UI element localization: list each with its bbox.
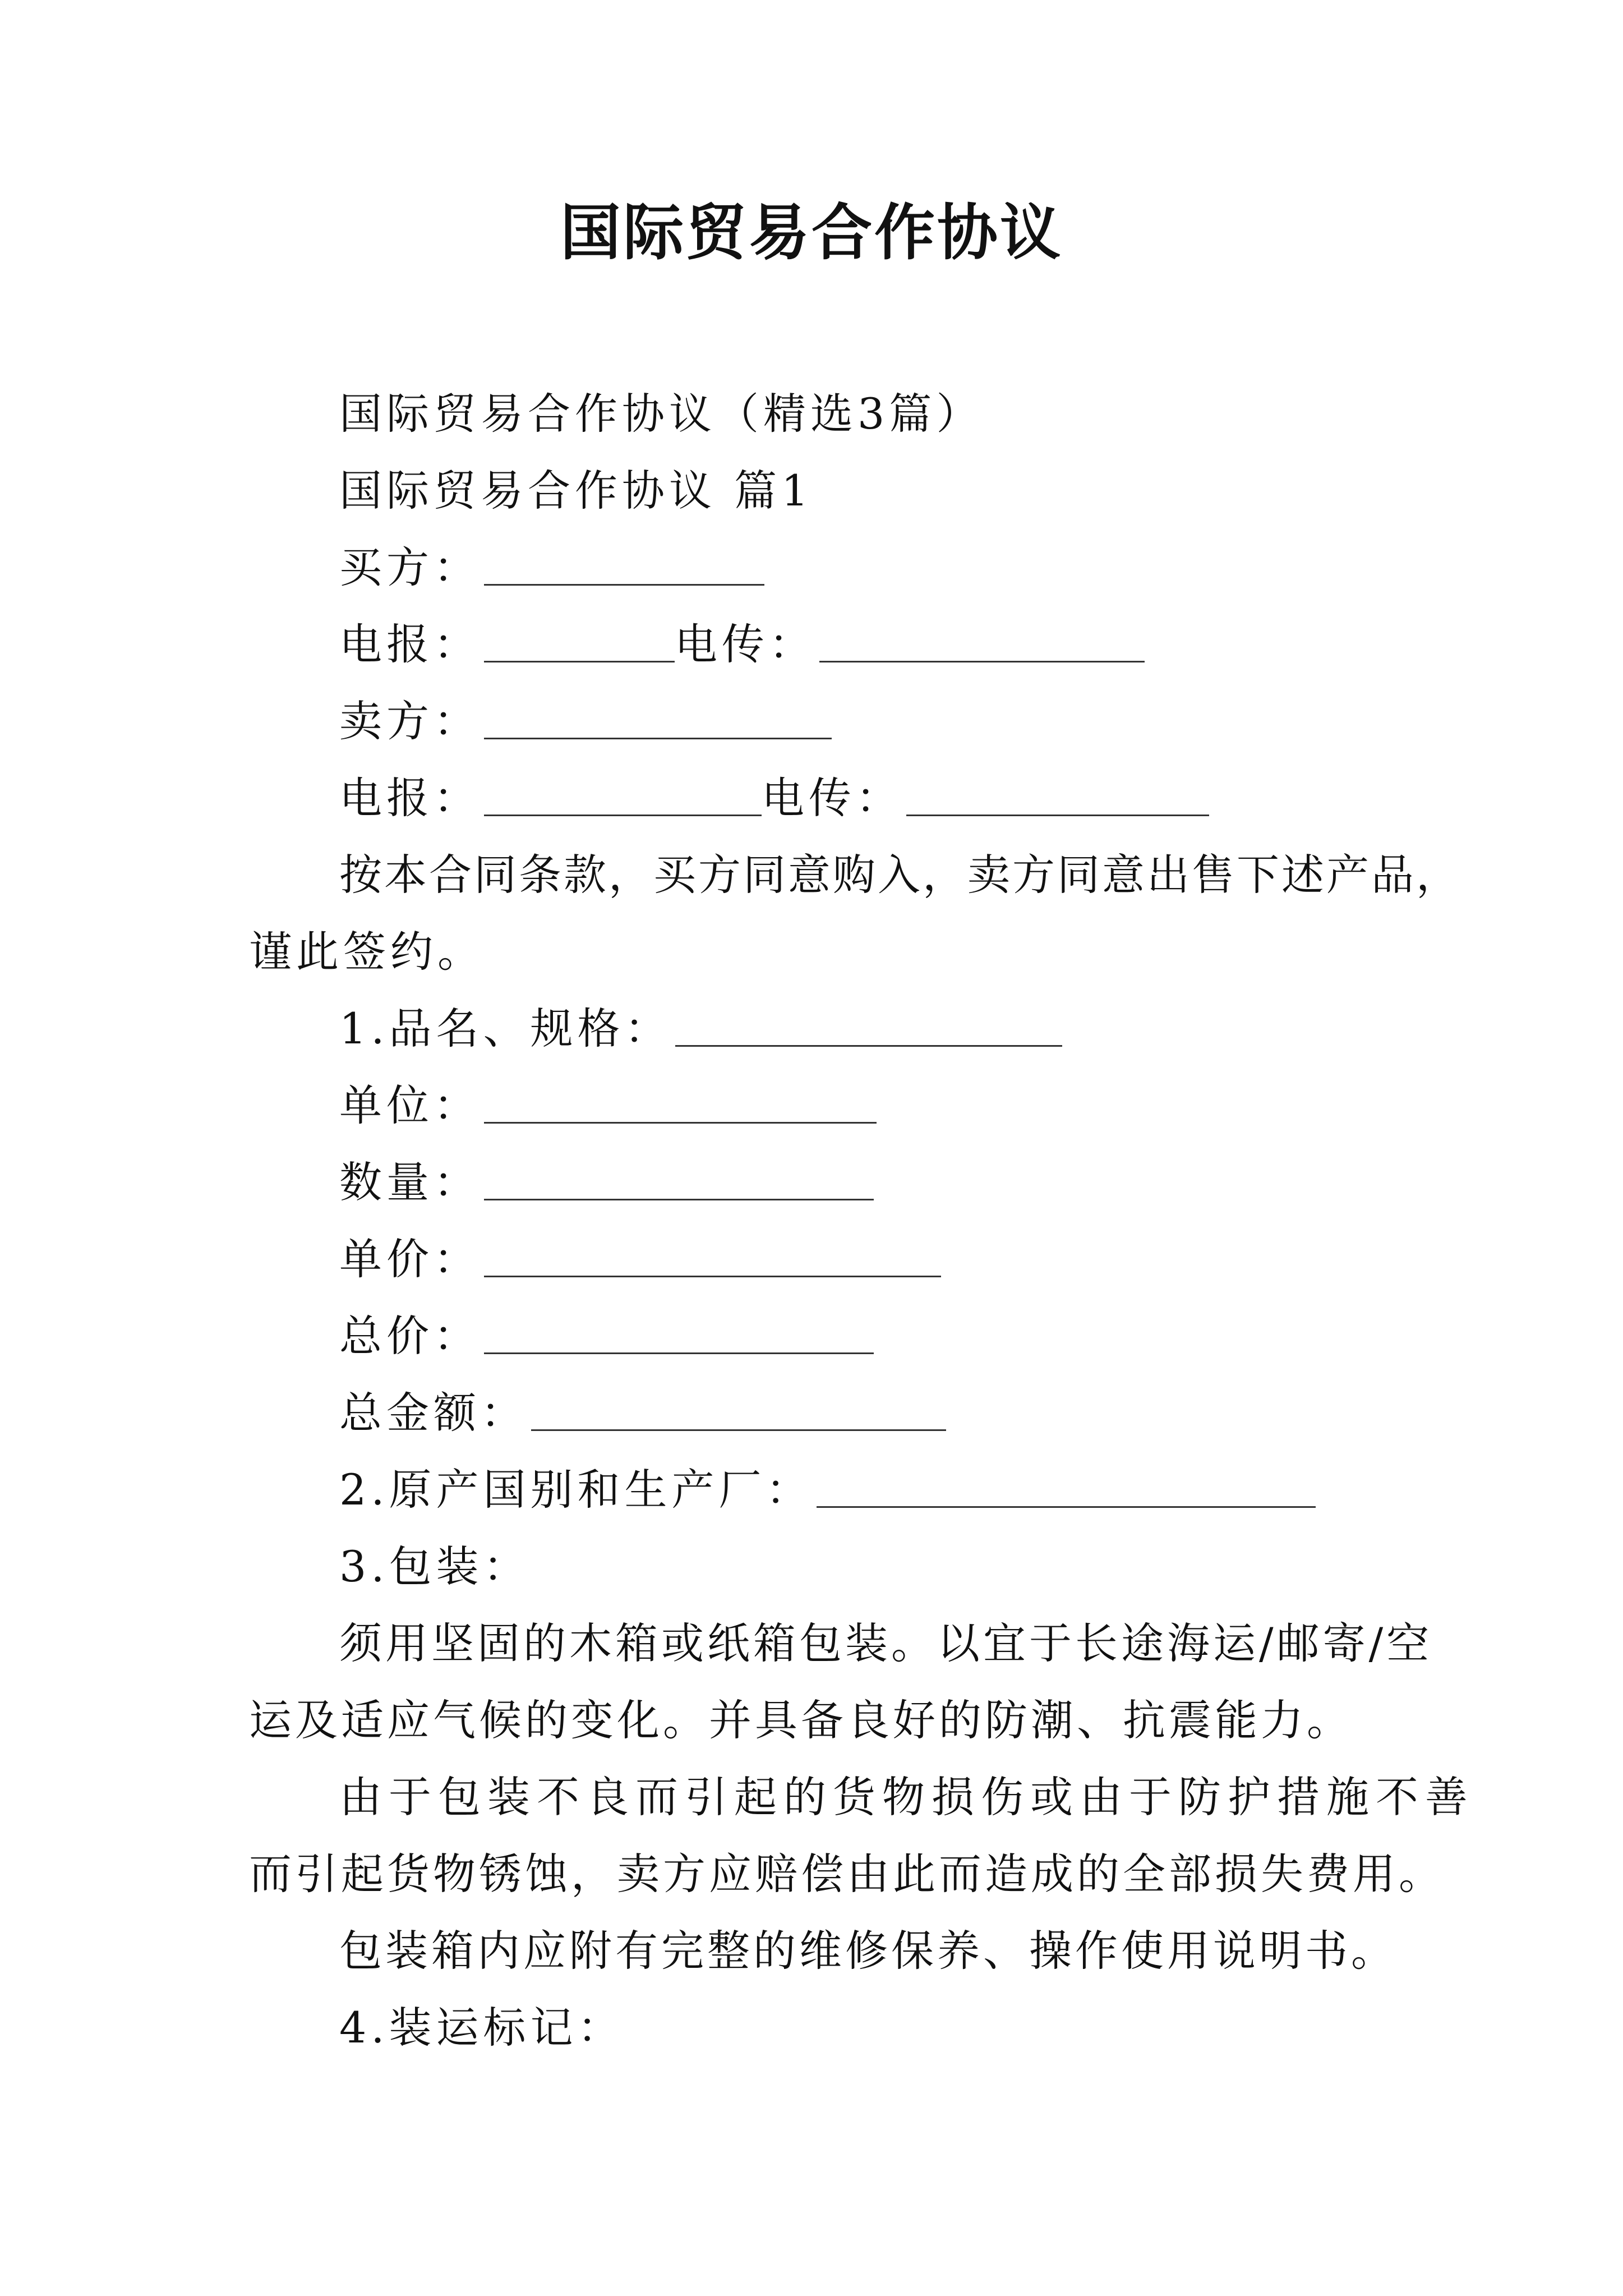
item1-line: [339, 1002, 1062, 1056]
buyer-fax-blank[interactable]: [819, 622, 1145, 662]
seller-line: [339, 694, 832, 748]
buyer-contact-line: [339, 618, 1145, 671]
total-amount-label: 总金额：: [339, 1388, 528, 1438]
item2-blank[interactable]: [817, 1467, 1316, 1508]
total-amount-line: [339, 1386, 946, 1440]
subtitle: 国际贸易合作协议（精选3篇）: [339, 389, 984, 439]
packing-p2-line-2: 而引起货物锈蚀，卖方应赔偿由此而造成的全部损失费用。: [249, 1849, 1445, 1899]
buyer-label: 买方：: [339, 542, 481, 592]
intro-line-1: 按本合同条款，买方同意购入，卖方同意出售下述产品，: [339, 850, 1461, 900]
item2-label: 2.原产国别和生产厂：: [339, 1465, 813, 1515]
packing-p1-line-2: 运及适应气候的变化。并具备良好的防潮、抗震能力。: [249, 1695, 1353, 1745]
seller-fax-blank[interactable]: [906, 775, 1209, 816]
packing-p3: 包装箱内应附有完整的维修保养、操作使用说明书。: [339, 1926, 1397, 1976]
unit-label: 单位：: [339, 1080, 481, 1130]
packing-p2-line-1: 由于包装不良而引起的货物损伤或由于防护措施不善: [339, 1772, 1474, 1822]
item1-label: 1.品名、规格：: [339, 1004, 672, 1053]
item3-label: 3.包装：: [339, 1542, 531, 1591]
section-heading: 国际贸易合作协议 篇1: [339, 466, 813, 516]
total-price-label: 总价：: [339, 1311, 481, 1361]
document-title: 国际贸易合作协议: [560, 197, 1063, 268]
quantity-blank[interactable]: [484, 1159, 874, 1200]
seller-fax-label: 电传：: [762, 773, 903, 823]
buyer-telegram-blank[interactable]: [484, 622, 675, 662]
buyer-telegram-label: 电报：: [339, 619, 481, 669]
total-amount-blank[interactable]: [531, 1390, 946, 1431]
unit-blank[interactable]: [484, 1083, 877, 1124]
quantity-line: [339, 1156, 874, 1209]
item2-line: [339, 1463, 1316, 1517]
unit-price-line: [339, 1232, 941, 1286]
seller-contact-line: [339, 771, 1209, 825]
unit-price-label: 单价：: [339, 1234, 481, 1284]
total-price-blank[interactable]: [484, 1313, 874, 1354]
buyer-line: [339, 541, 764, 595]
item4-label: 4.装运标记：: [339, 2003, 625, 2053]
quantity-label: 数量：: [339, 1157, 481, 1207]
buyer-fax-label: 电传：: [675, 619, 816, 669]
seller-telegram-label: 电报：: [339, 773, 481, 823]
intro-line-2: 谨此签约。: [249, 927, 485, 977]
packing-p1-line-1: 须用坚固的木箱或纸箱包装。以宜于长途海运/邮寄/空: [339, 1618, 1433, 1668]
seller-telegram-blank[interactable]: [484, 775, 762, 816]
seller-label: 卖方：: [339, 696, 481, 746]
total-price-line: [339, 1309, 874, 1363]
unit-price-blank[interactable]: [484, 1236, 941, 1277]
item1-blank[interactable]: [675, 1006, 1062, 1047]
buyer-blank[interactable]: [484, 545, 764, 586]
seller-blank[interactable]: [484, 698, 832, 739]
unit-line: [339, 1079, 877, 1133]
